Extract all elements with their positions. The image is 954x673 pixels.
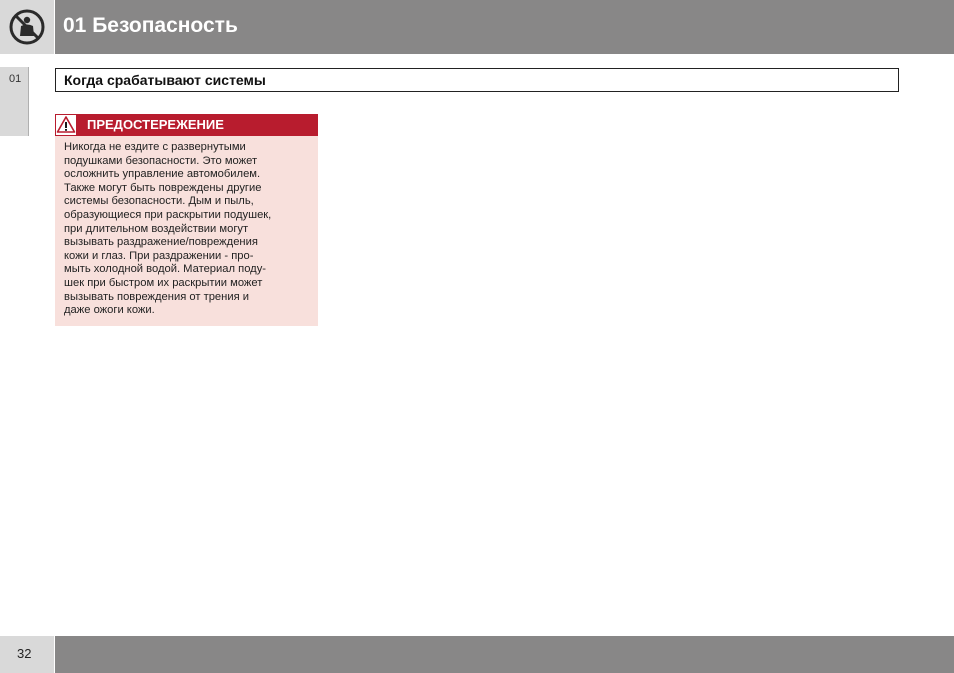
- page-number: 32: [17, 646, 32, 661]
- chapter-tab-label: 01: [9, 73, 22, 85]
- warning-triangle-icon: [56, 115, 76, 135]
- chapter-title: 01 Безопасность: [63, 14, 238, 37]
- header-bar: [55, 0, 954, 54]
- chapter-side-tab[interactable]: [0, 67, 29, 136]
- seatbelt-safety-icon: [8, 8, 46, 46]
- footer-page-box: [0, 636, 54, 673]
- footer-bar: [55, 636, 954, 673]
- section-heading-box: [55, 68, 899, 92]
- warning-header: [55, 114, 318, 136]
- warning-text: Никогда не ездите с развернутыми подушками безопасности. Это может осложнить управление автомобилем. Также могут быть повреждены другие системы безопасности. Дым и пыль, образующиеся при раскрытии подушек, при длительном воздействии могут вызывать раздражение/повреждения кожи и глаз. При раздражении - про- мыть холодной водой. Материал поду- шек при быстром их раскрытии может вызывать повреждения от трения и даже ожоги кожи.: [64, 141, 272, 317]
- warning-label: ПРЕДОСТЕРЕЖЕНИЕ: [87, 117, 224, 132]
- section-title: Когда срабатывают системы: [64, 72, 266, 88]
- header-icon-box: [0, 0, 54, 54]
- warning-body: [55, 136, 318, 326]
